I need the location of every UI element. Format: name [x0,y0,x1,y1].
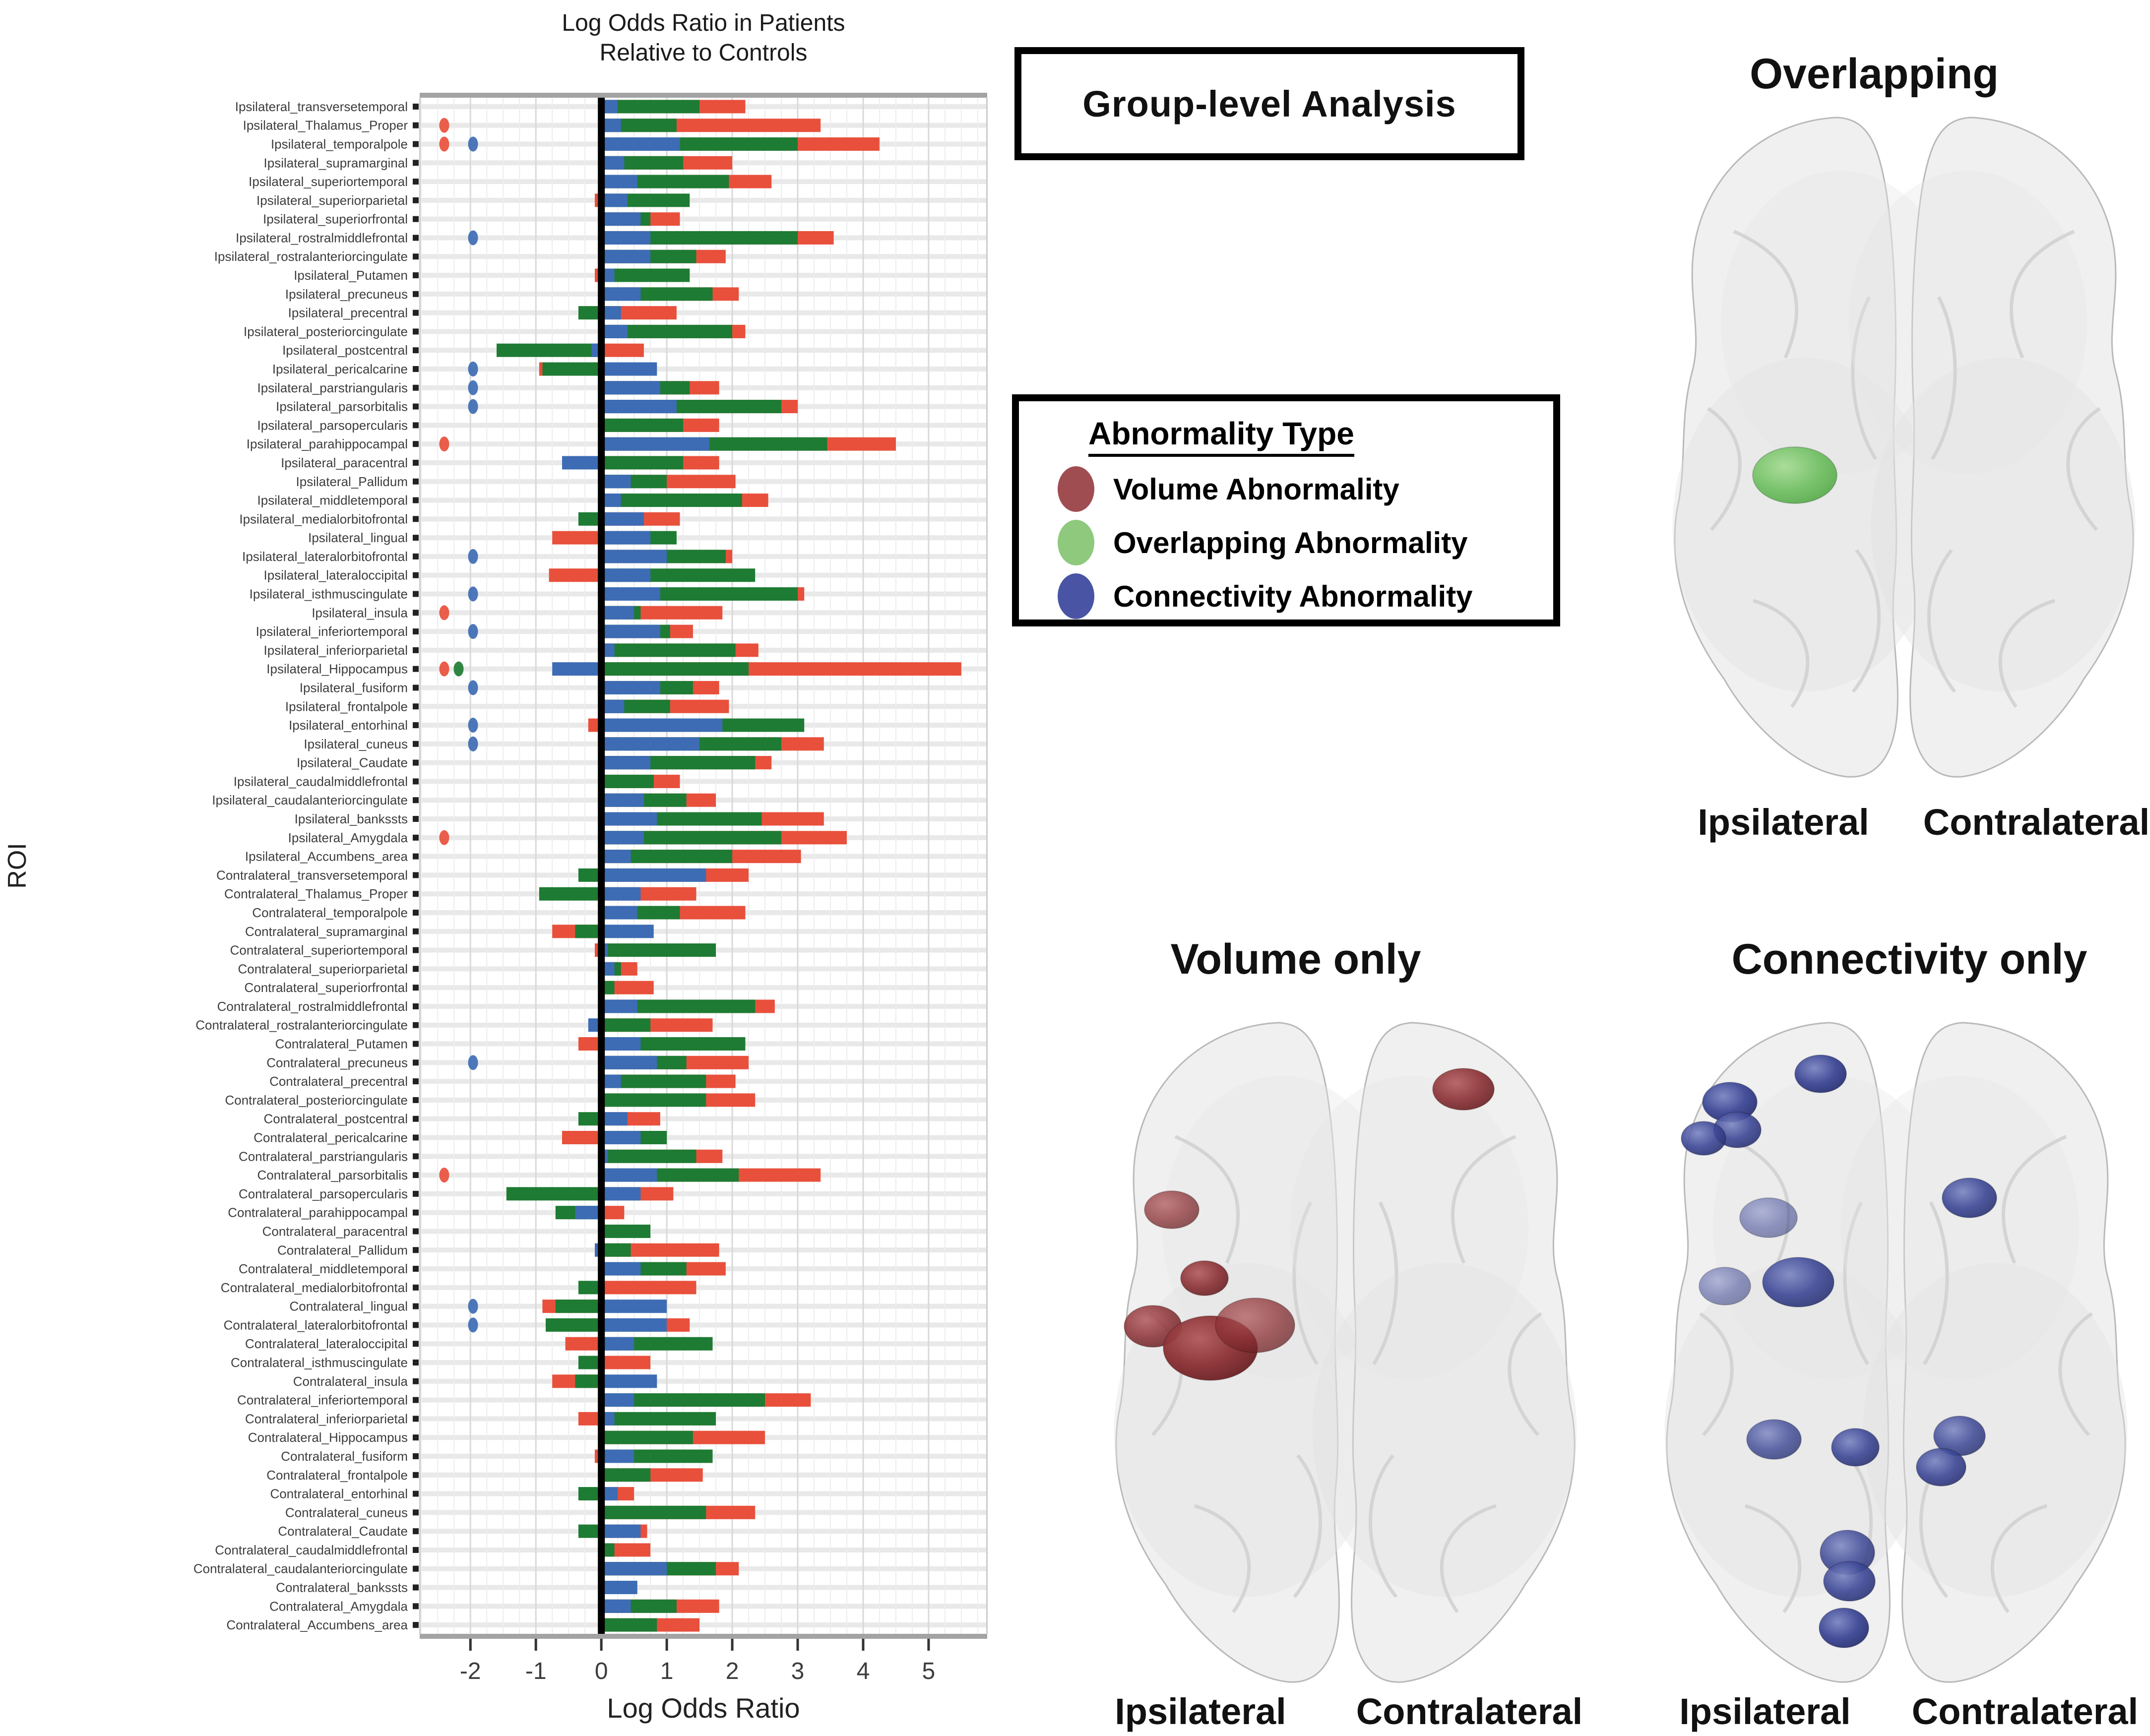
roi-row-label: Ipsilateral_rostralanteriorcingulate [214,249,408,264]
roi-row-label: Contralateral_Amygdala [269,1599,408,1614]
connectivity-dot-icon [1795,1055,1846,1093]
roi-row-label: Ipsilateral_Amygdala [288,830,408,845]
marker-dot-icon [468,362,478,376]
roi-row-label: Ipsilateral_inferiortemporal [255,624,408,639]
roi-row-label: Ipsilateral_parahippocampal [246,436,408,452]
roi-row-label: Ipsilateral_isthmuscingulate [249,586,408,602]
roi-row-label: Ipsilateral_precuneus [285,286,408,302]
roi-row-label: Contralateral_rostralanteriorcingulate [195,1017,408,1033]
roi-row-label: Contralateral_cuneus [285,1505,408,1520]
roi-row-label: Contralateral_medialorbitofrontal [220,1280,408,1295]
roi-row-label: Contralateral_fusiform [281,1448,408,1464]
roi-row-label: Contralateral_parsorbitalis [257,1168,408,1183]
roi-row-label: Ipsilateral_entorhinal [289,718,408,733]
roi-row-label: Contralateral_temporalpole [252,905,408,920]
x-tick-label: -1 [525,1658,547,1684]
roi-row-label: Contralateral_inferiortemporal [237,1392,408,1408]
connectivity-abnormality-swatch-icon [1058,573,1094,619]
marker-dot-icon [440,1168,449,1182]
legend-item-label: Overlapping Abnormality [1113,526,1468,559]
connectivity-panel-title: Connectivity only [1731,935,2087,983]
roi-row-label: Ipsilateral_insula [312,605,408,620]
roi-row-label: Contralateral_caudalanteriorcingulate [193,1561,408,1576]
connectivity-dot-icon [1740,1198,1797,1238]
legend-item-label: Volume Abnormality [1113,472,1399,506]
marker-dot-icon [440,118,449,133]
volume-dot-icon [1215,1298,1295,1353]
roi-row-label: Contralateral_Thalamus_Proper [224,886,408,902]
x-tick-label: 0 [594,1658,608,1684]
marker-dot-icon [468,718,478,733]
roi-row-label: Contralateral_paracentral [262,1224,408,1239]
roi-row-label: Ipsilateral_Thalamus_Proper [243,118,408,133]
roi-row-label: Contralateral_Caudate [278,1524,408,1539]
roi-row-label: Contralateral_isthmuscingulate [231,1355,408,1370]
roi-row-label: Ipsilateral_temporalpole [270,136,408,152]
legend-item-connectivity [1058,575,1553,618]
marker-dot-icon [440,605,449,620]
marker-dot-icon [468,737,478,751]
roi-row-label: Ipsilateral_transversetemporal [235,99,408,114]
volume-contralateral-label: Contralateral [1356,1691,1583,1732]
overlap-dot-icon [1753,447,1837,503]
marker-dot-icon [468,136,478,151]
roi-row-label: Contralateral_superiorparietal [238,961,408,977]
roi-row-label: Contralateral_lingual [289,1299,408,1314]
roi-row-label: Ipsilateral_cuneus [304,736,408,751]
x-tick-label: -2 [459,1658,481,1684]
connectivity-dot-icon [1832,1428,1879,1466]
roi-row-label: Contralateral_insula [293,1373,408,1389]
marker-dot-icon [440,662,449,677]
roi-row-label: Contralateral_transversetemporal [216,868,408,883]
roi-row-label: Ipsilateral_middletemporal [257,493,408,508]
roi-row-label: Contralateral_postcentral [263,1111,408,1126]
roi-row-label: Ipsilateral_parsopercularis [257,418,408,433]
x-tick-label: 4 [856,1658,870,1684]
roi-row-label: Ipsilateral_Accumbens_area [245,849,408,864]
roi-row-label: Ipsilateral_lingual [308,530,408,546]
x-tick-label: 1 [660,1658,674,1684]
legend-item-overlapping [1058,521,1553,564]
volume-dot-icon [1144,1191,1199,1229]
roi-row-label: Ipsilateral_superiortemporal [249,174,408,189]
roi-row-label: Contralateral_caudalmiddlefrontal [215,1542,408,1557]
group-level-analysis-label: Group-level Analysis [1082,83,1456,124]
volume-panel-title: Volume only [1170,935,1421,983]
roi-row-label: Ipsilateral_frontalpole [285,699,408,714]
roi-row-label: Ipsilateral_postcentral [282,343,408,358]
roi-row-label: Contralateral_precuneus [266,1055,408,1070]
connectivity-dot-icon [1942,1178,1997,1218]
connectivity-ipsilateral-label: Ipsilateral [1679,1691,1851,1732]
group-level-analysis-box [1014,47,1524,160]
overlapping-abnormality-swatch-icon [1058,520,1094,565]
marker-dot-icon [468,1055,478,1070]
roi-row-label: Contralateral_pericalcarine [253,1130,408,1145]
roi-row-label: Ipsilateral_lateralorbitofrontal [242,549,408,564]
roi-row-label: Contralateral_lateraloccipital [245,1336,408,1352]
roi-row-label: Ipsilateral_supramarginal [263,155,408,171]
overlapping-panel-title: Overlapping [1750,50,1999,98]
marker-dot-icon [468,549,478,564]
volume-ipsilateral-label: Ipsilateral [1115,1691,1286,1732]
roi-row-label: Ipsilateral_pericalcarine [272,361,408,376]
roi-row-label: Contralateral_inferiorparietal [245,1411,408,1426]
roi-row-label: Contralateral_lateralorbitofrontal [223,1317,408,1333]
volume-dot-icon [1433,1068,1494,1110]
x-axis-title: Log Odds Ratio [607,1692,800,1724]
roi-row-label: Ipsilateral_precentral [288,305,408,320]
marker-dot-icon [468,380,478,395]
legend [1012,394,1560,626]
roi-row-label: Contralateral_Hippocampus [248,1430,408,1445]
connectivity-dot-icon [1681,1121,1726,1155]
marker-dot-icon [468,624,478,639]
roi-row-label: Contralateral_bankssts [276,1580,408,1595]
roi-row-label: Contralateral_parstriangularis [238,1149,408,1164]
marker-dot-icon [440,136,449,151]
roi-row-label: Contralateral_rostralmiddlefrontal [217,998,408,1014]
roi-row-label: Ipsilateral_lateraloccipital [263,567,408,583]
roi-row-label: Ipsilateral_caudalmiddlefrontal [233,774,408,789]
roi-row-label: Contralateral_parahippocampal [228,1205,408,1220]
volume-abnormality-swatch-icon [1058,466,1094,512]
connectivity-contralateral-label: Contralateral [1911,1691,2139,1732]
roi-row-label: Ipsilateral_Putamen [294,268,408,283]
roi-row-label: Contralateral_superiorfrontal [244,980,408,995]
connectivity-dot-icon [1916,1448,1966,1486]
overlapping-ipsilateral-label: Ipsilateral [1698,802,1869,843]
roi-row-label: Contralateral_frontalpole [266,1467,408,1483]
legend-title: Abnormality Type [1088,415,1354,457]
roi-row-label: Contralateral_Pallidum [277,1242,408,1258]
roi-row-label: Contralateral_superiortemporal [230,942,408,958]
marker-dot-icon [468,1317,478,1332]
y-axis-title: ROI [3,843,32,889]
legend-item-volume [1058,468,1553,510]
roi-row-label: Ipsilateral_posteriorcingulate [244,324,408,339]
roi-row-label: Ipsilateral_fusiform [299,680,408,695]
roi-row-label: Contralateral_Putamen [275,1036,408,1052]
roi-row-label: Contralateral_posteriorcingulate [225,1092,408,1108]
connectivity-dot-icon [1699,1267,1751,1305]
marker-dot-icon [468,1299,478,1314]
connectivity-dot-icon [1824,1561,1875,1601]
marker-dot-icon [468,230,478,245]
roi-row-label: Ipsilateral_superiorfrontal [263,211,408,227]
chart-title: Relative to Controls [599,40,808,66]
marker-dot-icon [468,680,478,695]
chart-title: Log Odds Ratio in Patients [562,10,845,36]
volume-dot-icon [1181,1261,1228,1296]
x-tick-label: 3 [791,1658,805,1684]
overlapping-contralateral-label: Contralateral [1923,802,2150,843]
connectivity-dot-icon [1747,1420,1801,1459]
roi-row-label: Contralateral_precentral [269,1074,408,1089]
marker-dot-icon [468,587,478,602]
roi-row-label: Ipsilateral_Hippocampus [266,661,408,677]
roi-row-label: Ipsilateral_inferiorparietal [263,642,408,658]
roi-row-label: Ipsilateral_Caudate [296,755,408,770]
roi-row-label: Contralateral_parsopercularis [238,1186,408,1201]
roi-row-label: Ipsilateral_parsorbitalis [276,399,408,414]
roi-row-label: Ipsilateral_paracentral [281,455,408,470]
roi-row-label: Contralateral_Accumbens_area [226,1617,408,1633]
roi-row-label: Ipsilateral_superiorparietal [256,192,408,208]
roi-row-label: Contralateral_supramarginal [245,924,408,939]
connectivity-dot-icon [1819,1608,1869,1648]
marker-dot-icon [454,662,464,677]
x-tick-label: 5 [922,1658,936,1684]
legend-item-label: Connectivity Abnormality [1113,579,1473,613]
roi-row-label: Ipsilateral_rostralmiddlefrontal [236,230,408,246]
marker-dot-icon [440,830,449,845]
roi-row-label: Ipsilateral_bankssts [294,811,408,827]
roi-row-label: Ipsilateral_parstriangularis [257,380,408,395]
log-odds-chart [3,10,988,1724]
roi-row-label: Contralateral_middletemporal [238,1261,408,1277]
marker-dot-icon [440,436,449,451]
connectivity-dot-icon [1763,1257,1834,1307]
roi-row-label: Ipsilateral_caudalanteriorcingulate [212,793,408,808]
roi-row-label: Ipsilateral_medialorbitofrontal [239,511,408,527]
roi-row-label: Ipsilateral_Pallidum [296,474,408,489]
x-tick-label: 2 [725,1658,739,1684]
roi-row-label: Contralateral_entorhinal [270,1486,408,1501]
marker-dot-icon [468,399,478,414]
